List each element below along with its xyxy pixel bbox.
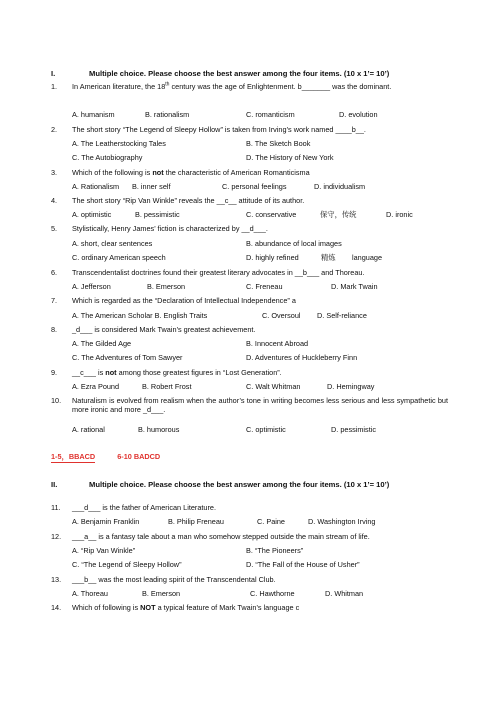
option-a: A. Ezra Pound [72,382,120,391]
option-d: D. Washington Irving [308,517,376,526]
option-b: B. The Sketch Book [246,139,311,148]
section-title: Multiple choice. Please choose the best answer among the four items. (10 x 1’= 10’) [89,480,390,489]
question-text: In American literature, the 18th century was the age of Enlightenment. b_______ was the dominant. [72,81,392,91]
option-c: C. Walt Whitman [246,382,301,391]
question-number: 9. [51,368,58,377]
option-c: C. Freneau [246,282,283,291]
answer-key-part2: 6-10 BADCD [117,452,161,461]
option-b: B. Emerson [147,282,186,291]
option-a: A. Thoreau [72,589,108,598]
option-d: D. Adventures of Huckleberry Finn [246,353,358,362]
question-text: ___a__ is a fantasy tale about a man who somehow stepped outside the main stream of life. [72,532,370,541]
option-c: C. romanticism [246,110,295,119]
question-number: 5. [51,224,58,233]
option-b: B. Innocent Abroad [246,339,309,348]
option-b: B. Emerson [142,589,181,598]
question-text: Which of the following is not the characteristic of American Romanticisma [72,168,310,177]
answer-key-part1: 1-5，BBACD [51,452,96,461]
section-title: Multiple choice. Please choose the best answer among the four items. (10 x 1’= 10’) [89,69,390,78]
option-b: B. humorous [138,425,180,434]
option-d: D. “The Fall of the House of Usher” [246,560,360,569]
option-d: D. highly refined [246,253,299,262]
answer-underline [51,462,95,463]
option-d: D. The History of New York [246,153,334,162]
section-number: I. [51,69,56,78]
option-b: B. abundance of local images [246,239,342,248]
option-a: A. Rationalism [72,182,120,191]
option-d-tail: language [352,253,383,262]
option-c: C. conservative [246,210,297,219]
option-a: A. Jefferson [72,282,111,291]
option-a: A. The Gilded Age [72,339,132,348]
option-b: B. inner self [132,182,171,191]
option-d: D. evolution [339,110,378,119]
question-number: 2. [51,125,58,134]
question-number: 11. [51,503,61,512]
question-text: ___d___ is the father of American Literature. [72,503,216,512]
option-c: C. “The Legend of Sleepy Hollow” [72,560,182,569]
question-text: _d___ is considered Mark Twain’s greatest achievement. [72,325,256,334]
option-d: D. Mark Twain [331,282,378,291]
answer-key [51,452,182,461]
option-b: B. “The Pioneers” [246,546,304,555]
question-number: 1. [51,82,58,91]
option-b: B. Philip Freneau [168,517,224,526]
question-text: Which of following is NOT a typical feature of Mark Twain’s language c [72,603,300,612]
option-d: D. Hemingway [327,382,375,391]
option-c: C. Hawthorne [250,589,295,598]
question-number: 7. [51,296,58,305]
option-b: B. pessimistic [135,210,180,219]
question-number: 12. [51,532,62,541]
question-number: 3. [51,168,58,177]
option-d: D. Self-reliance [317,311,367,320]
question-number: 8. [51,325,58,334]
question-text: ___b__ was the most leading spirit of the Transcendental Club. [72,575,276,584]
option-c: C. Oversoul [262,311,301,320]
option-d: D. pessimistic [331,425,377,434]
question-text: The short story “The Legend of Sleepy Hollow” is taken from Irving’s work named ____b__. [72,125,366,134]
option-a: A. “Rip Van Winkle” [72,546,136,555]
option-c-gloss: 保守，传统 [320,210,357,219]
option-c: C. optimistic [246,425,286,434]
question-text: Which is regarded as the “Declaration of Intellectual Independence” a [72,296,296,305]
question-number: 10. [51,396,62,405]
question-text: The short story “Rip Van Winkle” reveals the __c__ attitude of its author. [72,196,305,205]
option-c: C. The Autobiography [72,153,143,162]
option-d: D. Whitman [325,589,364,598]
option-a: A. humanism [72,110,115,119]
question-text: __c___ is not among those greatest figures in “Lost Generation”. [72,368,282,377]
option-c: C. ordinary American speech [72,253,166,262]
question-number: 6. [51,268,58,277]
option-a: A. Benjamin Franklin [72,517,140,526]
option-c: C. Paine [257,517,285,526]
option-a: A. optimistic [72,210,112,219]
section-number: II. [51,480,58,489]
option-b: B. rationalism [145,110,190,119]
question-number: 14. [51,603,62,612]
question-number: 4. [51,196,58,205]
option-b: B. Robert Frost [142,382,192,391]
option-a-b: A. The American Scholar B. English Traits [72,311,208,320]
option-a: A. short, clear sentences [72,239,153,248]
question-number: 13. [51,575,62,584]
option-d: D. ironic [386,210,413,219]
option-c: C. The Adventures of Tom Sawyer [72,353,183,362]
question-text: Stylistically, Henry James’ fiction is characterized by __d___. [72,224,268,233]
option-c: C. personal feelings [222,182,287,191]
question-text: Transcendentalist doctrines found their greatest literary advocates in __b___ and Thoreau. [72,268,365,277]
question-text: Naturalism is evolved from realism when the author’s tone in writing becomes less serious and less sympathetic but more ironic and more _d___. [72,396,448,415]
option-a: A. The Leatherstocking Tales [72,139,166,148]
option-d: D. individualism [314,182,366,191]
option-d-gloss: 精炼 [321,253,336,262]
option-a: A. rational [72,425,105,434]
